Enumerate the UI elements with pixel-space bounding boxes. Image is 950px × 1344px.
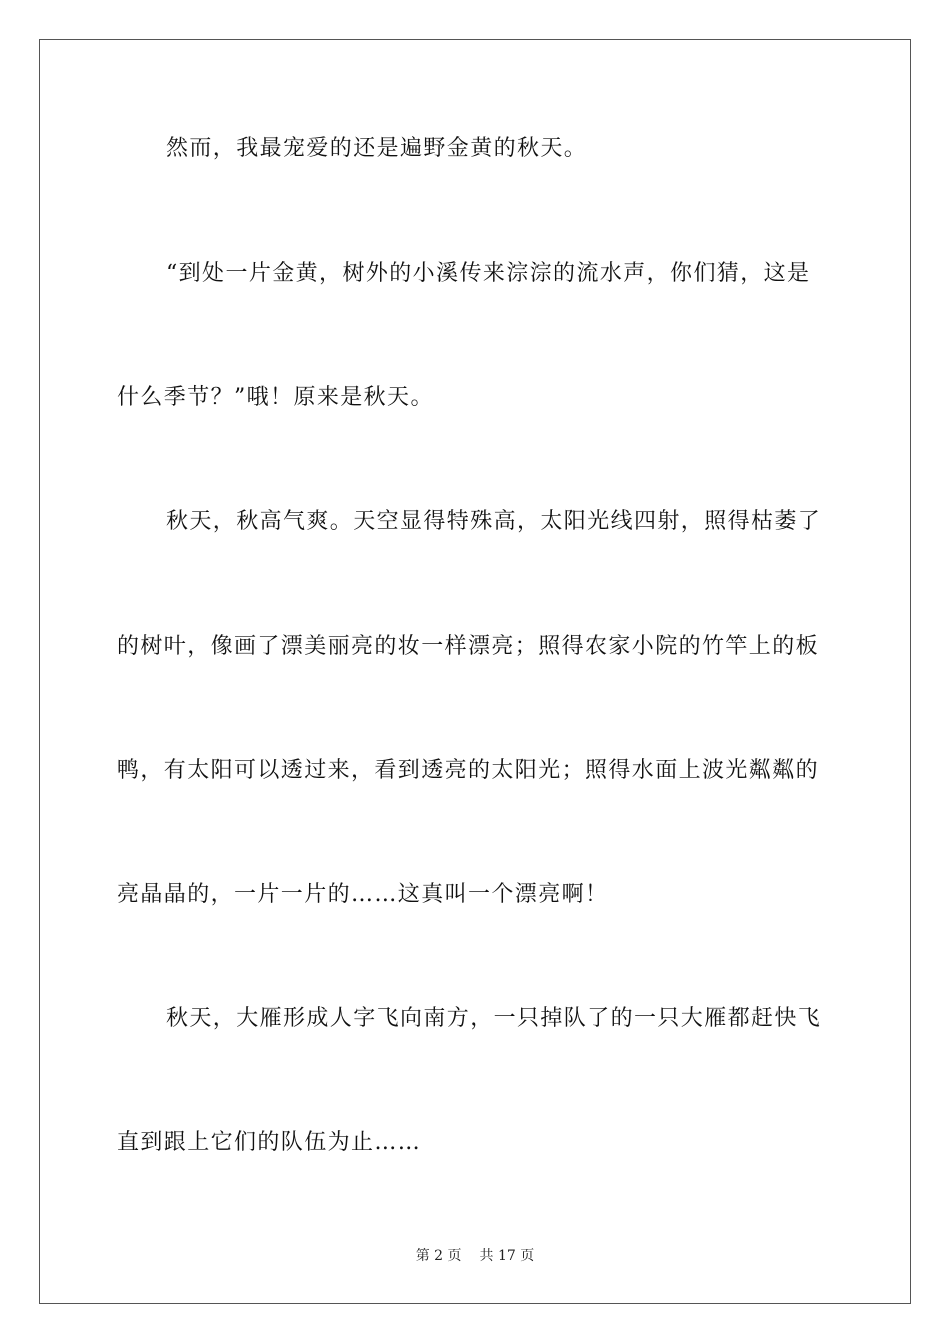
paragraph-line: 鸭，有太阳可以透过来，看到透亮的太阳光；照得水面上波光粼粼的 <box>117 758 820 783</box>
paragraph-line: 什么季节？”哦！原来是秋天。 <box>117 385 434 410</box>
page-total: 共 17 页 <box>479 1248 535 1264</box>
paragraph-line: 秋天，大雁形成人字飞向南方，一只掉队了的一只大雁都赶快飞 <box>166 1006 822 1031</box>
paragraph-line: 秋天，秋高气爽。天空显得特殊高，太阳光线四射，照得枯萎了 <box>166 509 822 534</box>
paragraph-line: 的树叶，像画了漂美丽亮的妆一样漂亮；照得农家小院的竹竿上的板 <box>117 634 820 659</box>
paragraph-line: 亮晶晶的，一片一片的……这真叫一个漂亮啊！ <box>117 882 609 907</box>
page-footer <box>0 1247 950 1265</box>
paragraph-line: “到处一片金黄，树外的小溪传来淙淙的流水声，你们猜，这是 <box>166 261 811 286</box>
paragraph-line: 然而，我最宠爱的还是遍野金黄的秋天。 <box>166 136 588 161</box>
paragraph-line: 直到跟上它们的队伍为止…… <box>117 1130 422 1155</box>
page-border <box>39 39 911 1304</box>
page-number: 第 2 页 <box>415 1248 462 1264</box>
